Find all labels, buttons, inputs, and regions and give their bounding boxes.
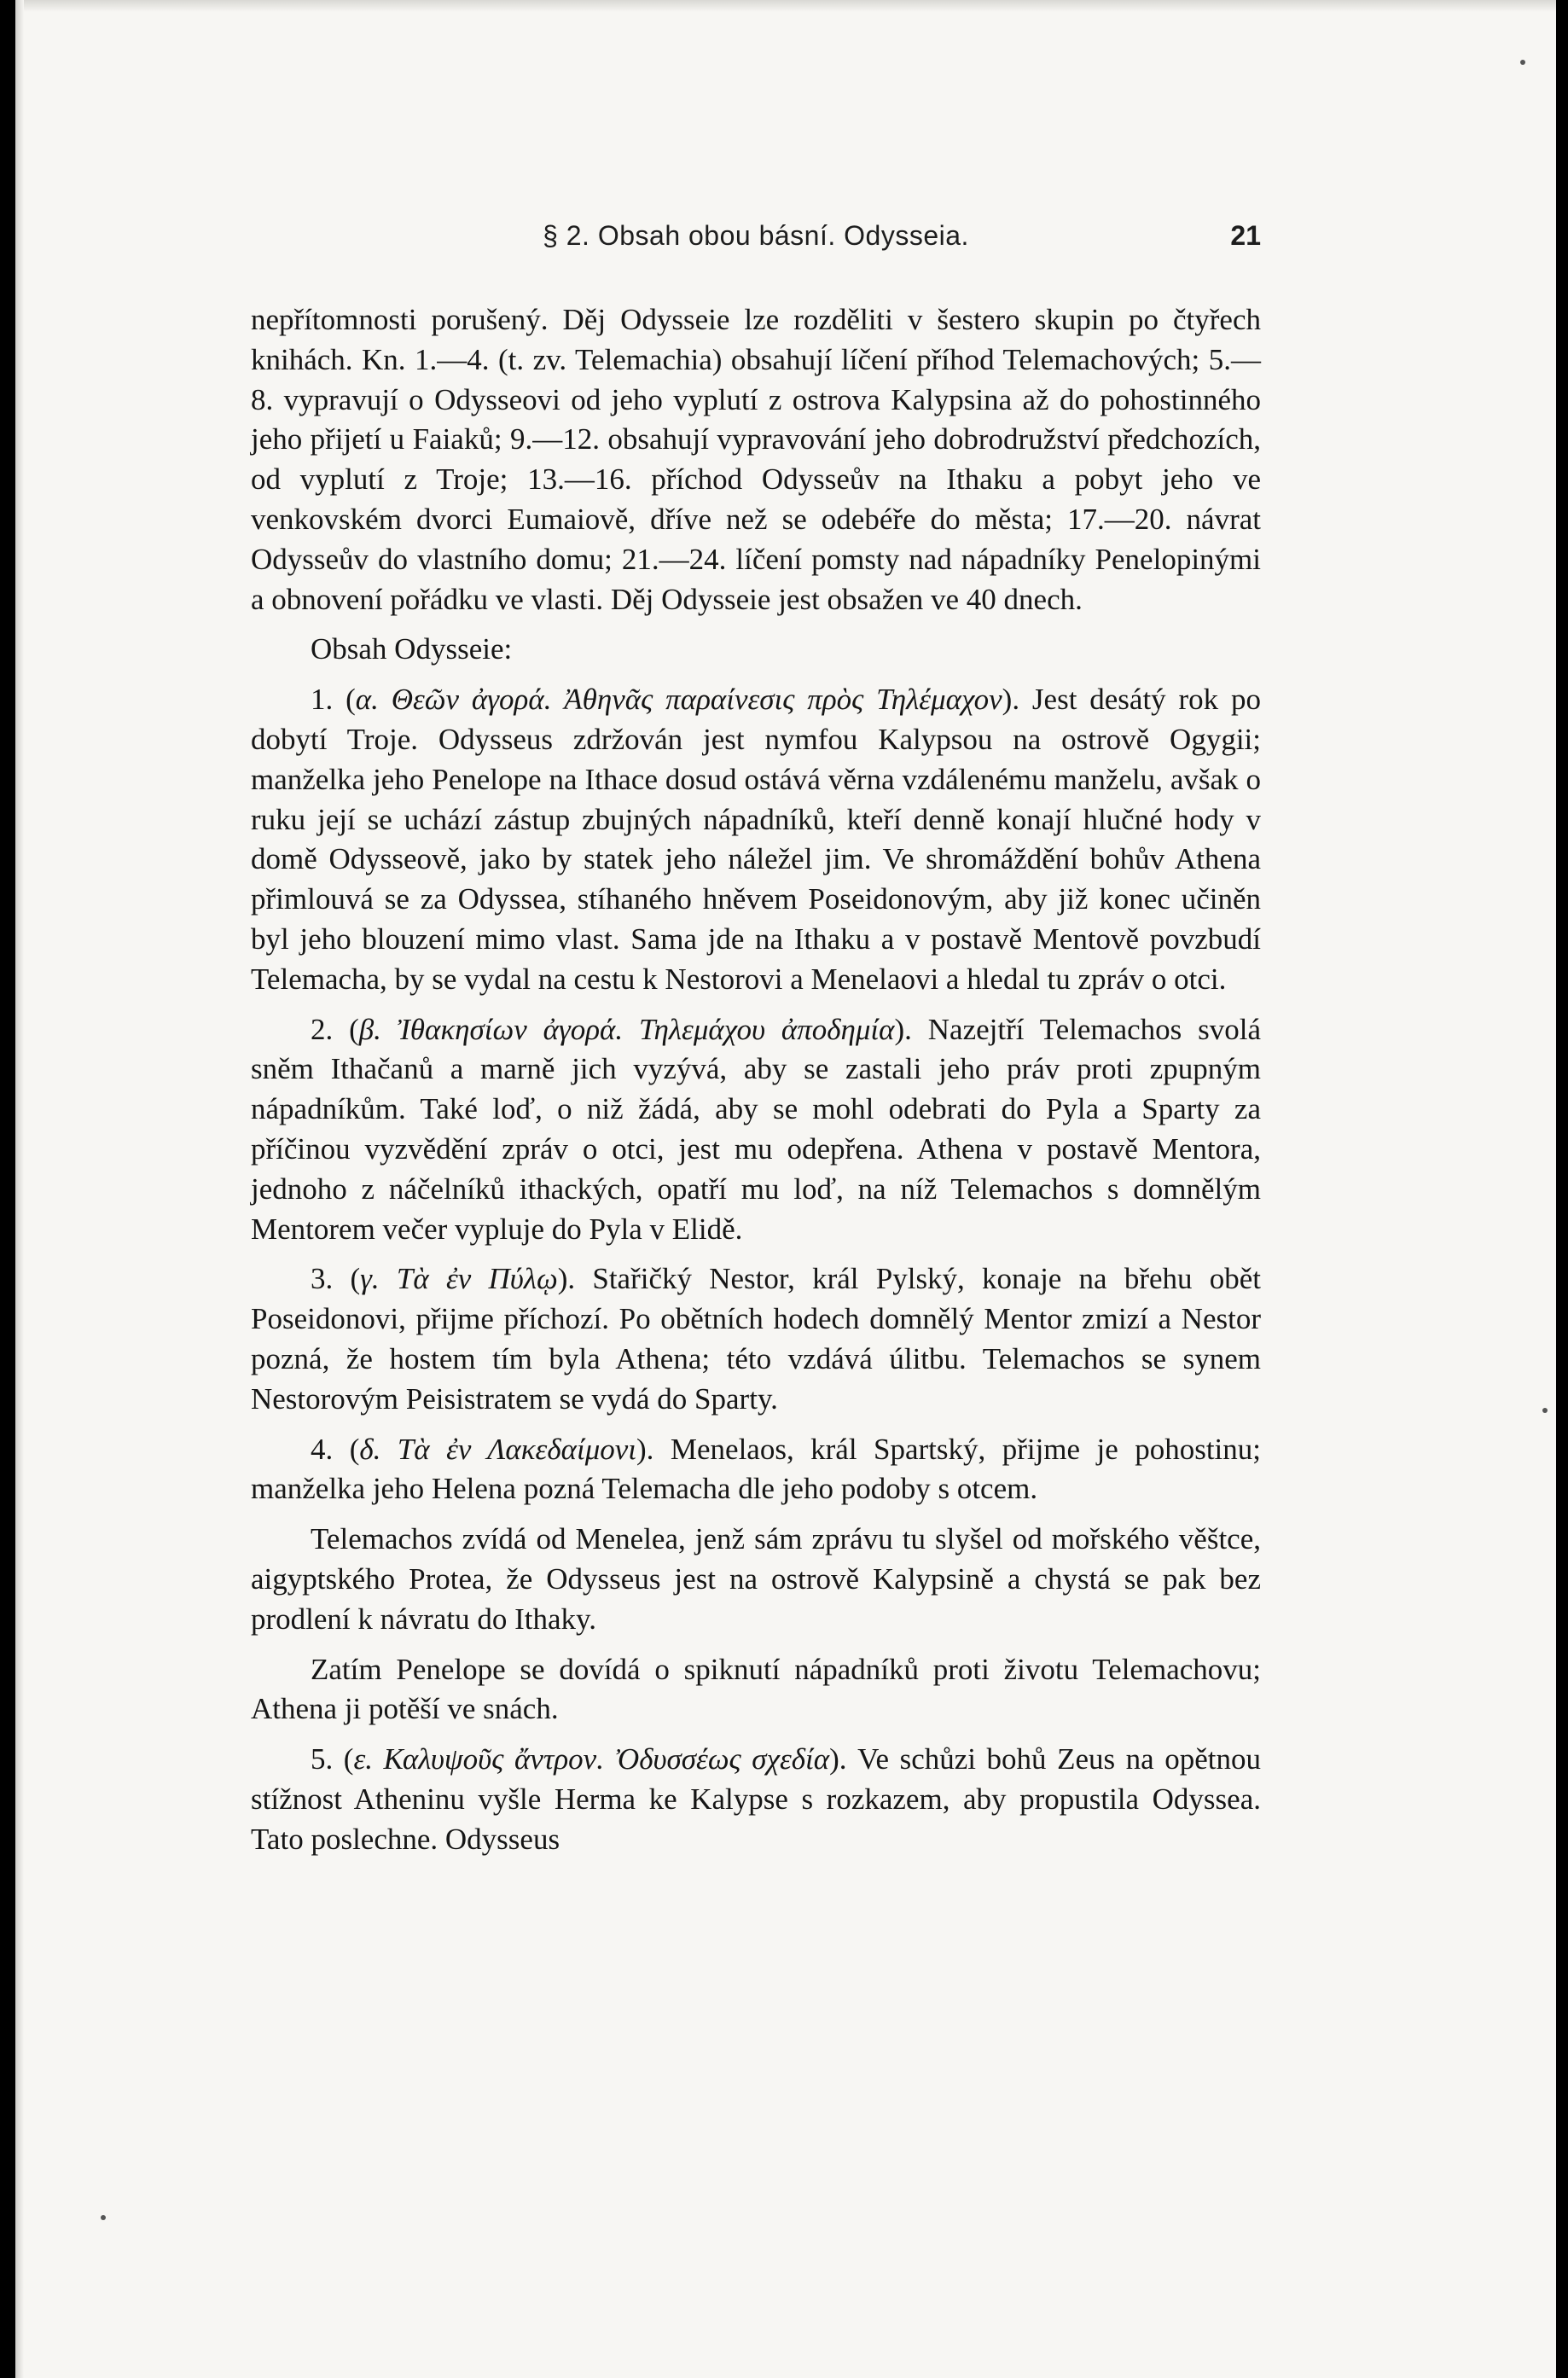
paper-speck (101, 2215, 106, 2220)
paragraph-penelope: Zatím Penelope se dovídá o spiknutí nápadníků proti životu Telemachovu; Athena ji potěší ve snách. (251, 1652, 1261, 1726)
running-title: § 2. Obsah obou básní. Odysseia. (543, 220, 969, 251)
paper-speck (1520, 60, 1525, 65)
book-2-lead: 2. ( (311, 1012, 359, 1046)
page-header (251, 220, 1261, 259)
book-5-lead: 5. ( (311, 1742, 354, 1776)
paragraph-book-1 (251, 680, 1261, 999)
paragraph-book-2 (251, 1010, 1261, 1250)
book-5-text: ). Ve schůzi bohů Zeus na opětnou stížnost Atheninu vyšle Herma ke Kalypse s rozkazem, aby propustila Odyssea. Tato poslechne. Odysseus (251, 1742, 1262, 1856)
book-2-text: ). Nazejtří Telemachos svolá sněm Ithačanů a marně jich vyzývá, aby se zastali jeho práv proti zpupným nápadníkům. Také loď, o niž žádá, aby se mohl odebrati do Pyla a Sparty za příčinou vyzvědění zpráv o otci, jest mu odepřena. Athena v postavě Mentora, jednoho z náčelníků ithackých, opatří mu loď, na níž Telemachos s domnělým Mentorem večer vypluje do Pyla v Elidě. (251, 1012, 1261, 1246)
book-2-greek-title: β. Ἰθακησίων ἀγορά. Τηλεμάχου ἀποδημία (358, 1012, 895, 1046)
paragraph-telemachos-menelaos: Telemachos zvídá od Menelea, jenž sám zprávu tu slyšel od mořského věštce, aigyptského Protea, že Odysseus jest na ostrově Kalypsině a chystá se pak bez prodlení k návratu do Ithaky. (251, 1522, 1261, 1636)
book-4-greek-title: δ. Τὰ ἐν Λακεδαίμονι (359, 1432, 637, 1466)
body-text (251, 300, 1261, 1859)
paragraph-contents-heading: Obsah Odysseie: (311, 632, 513, 666)
paragraph-1: nepřítomnosti porušený. Děj Odysseie lze rozděliti v šestero skupin po čtyřech knihách. Kn. 1.—4. (t. zv. Telemachia) obsahují líčení příhod Telemachových; 5.—8. vypravují o Odysseovi od jeho vyplutí z ostrova Kalypsina až do pohostinného jeho přijetí u Faiaků; 9.—12. obsahují vypravování jeho dobrodružství předchozích, od vyplutí z Troje; 13.—16. příchod Odysseův na Ithaku a pobyt jeho ve venkovském dvorci Eumaiově, dříve než se odebéře do města; 17.—20. návrat Odysseův do vlastního domu; 21.—24. líčení pomsty nad nápadníky Penelopinými a obnovení pořádku ve vlasti. Děj Odysseie jest obsažen ve 40 dnech. (251, 303, 1261, 616)
book-1-lead: 1. ( (311, 683, 356, 717)
book-3-lead: 3. ( (311, 1262, 361, 1296)
paper-speck (1542, 1408, 1548, 1413)
page-edge-shadow-left (15, 0, 24, 2378)
book-4-lead: 4. ( (311, 1432, 360, 1466)
paragraph-book-3 (251, 1259, 1261, 1419)
book-1-greek-title: α. Θεῶν ἀγορά. Ἀθηνᾶς παραίνεσις πρὸς Τηλέμαχον (355, 683, 1002, 717)
book-4-text: ). Menelaos, král Spartský, přijme je pohostinu; manželka jeho Helena pozná Telemacha dle jeho podoby s otcem. (251, 1432, 1261, 1506)
paragraph-book-4 (251, 1430, 1261, 1510)
book-page (15, 0, 1556, 2378)
page-number: 21 (1230, 220, 1261, 251)
paragraph-book-5 (251, 1740, 1261, 1859)
book-3-text: ). Stařičký Nestor, král Pylský, konaje na břehu obět Poseidonovi, přijme příchozí. Po obětních hodech domnělý Mentor zmizí a Nestor pozná, že hostem tím byla Athena; této vzdává úlitbu. Telemachos se synem Nestorovým Peisistratem se vydá do Sparty. (251, 1262, 1261, 1416)
book-3-greek-title: γ. Τὰ ἐν Πύλῳ (360, 1262, 558, 1296)
page-edge-shadow-top (15, 0, 1556, 12)
book-5-greek-title: ε. Καλυψοῦς ἄντρον. Ὀδυσσέως σχεδία (353, 1742, 830, 1776)
book-1-text: ). Jest desátý rok po dobytí Troje. Odysseus zdržován jest nymfou Kalypsou na ostrově Ogygii; manželka jeho Penelope na Ithace dosud ostává věrna vzdálenému manželu, avšak o ruku její se uchází zástup zbujných nápadníků, kteří denně konají hlučné hody v domě Odysseově, jako by statek jeho náležel jim. Ve shromáždění bohův Athena přimlouvá se za Odyssea, stíhaného hněvem Poseidonovým, aby již konec učiněn byl jeho blouzení mimo vlast. Sama jde na Ithaku a v postavě Mentově povzbudí Telemacha, by se vydal na cestu k Nestorovi a Menelaovi a hledal tu zpráv o otci. (251, 683, 1261, 996)
